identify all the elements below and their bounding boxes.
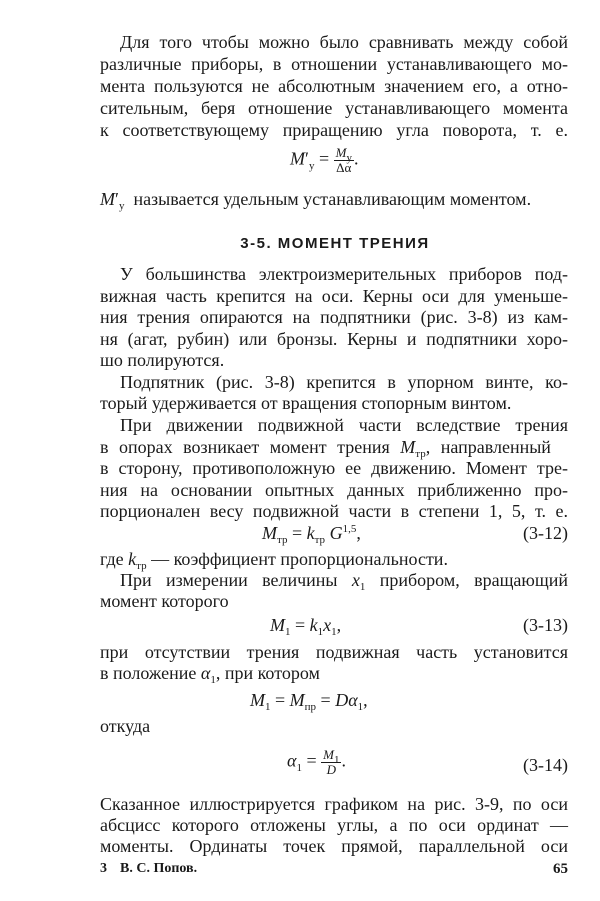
text-line: При движении подвижной части вследствие трения <box>120 415 568 435</box>
equation-number: (3-13) <box>523 615 568 635</box>
text-line: Подпятник (рис. 3-8) крепится в упорном винте, ко- <box>120 372 568 392</box>
text-line: ня (агат, рубин) или бронзы. Керны и подпятники хоро- <box>100 329 568 349</box>
text-line: торый удерживается от вращения стопорным винтом. <box>100 393 512 413</box>
text-line: при отсутствии трения подвижная часть установится <box>100 642 568 662</box>
text-line: Сказанное иллюстрируется графиком на рис. 3-9, по оси <box>100 794 568 814</box>
text-line: к соответствующему приращению угла поворота, т. е. <box>100 120 568 140</box>
text-line: Для того чтобы можно было сравнивать между собой <box>120 32 568 52</box>
text-line: ния на основании опытных данных приближенно про- <box>100 480 568 500</box>
text-line: различные приборы, в отношении устанавливающего мо- <box>100 54 568 74</box>
signature-mark: 3 <box>100 861 107 876</box>
text-line: мента пользуются не абсолютным значением его, а отно- <box>100 76 568 96</box>
text-line: шо полируются. <box>100 350 225 370</box>
text-line: в положение $\alpha_1$, при котором <box>100 663 320 686</box>
text-line: абсцисс которого отложены углы, а по оси ординат — <box>100 815 568 835</box>
page-number: 65 <box>553 861 568 877</box>
text-line: вижная часть крепится на оси. Керны оси для уменьше- <box>100 286 568 306</box>
formula-deflection-angle: $\alpha_1$ = $\frac{M_1}{D}$ . <box>287 747 346 777</box>
text-line: сительным, беря отношение устанавливающего момента <box>100 98 568 118</box>
text-line: моменты. Ординаты точек прямой, параллельной оси <box>100 836 568 856</box>
section-heading: 3-5. МОМЕНТ ТРЕНИЯ <box>240 235 430 252</box>
text-line: в опорах возникает момент трения $M_{тр}$, направленный <box>100 437 551 460</box>
equation-number: (3-14) <box>523 755 568 775</box>
text-line: в сторону, противоположную ее движению. Момент тре- <box>100 458 568 478</box>
text-line: ния трения опираются на подпятники (рис. 3-8) из кам- <box>100 307 568 327</box>
text-line: где $k_{тр}$ — коэффициент пропорциональности. <box>100 549 448 572</box>
text-line: $M'_у$ называется удельным устанавливающим моментом. <box>100 189 532 212</box>
footer-author: В. С. Попов. <box>120 861 198 876</box>
text-line: При измерении величины $x_1$ прибором, вращающий <box>120 570 568 593</box>
formula-rotating-moment: $M_1 = k_1x_1$, <box>270 615 342 638</box>
formula-balance: $M_1 = M_{пр} = D\alpha_1$, <box>250 690 368 713</box>
formula-friction-moment: $M_{тр} = k_{тр}$ G$^{1,5}$, <box>262 523 361 546</box>
text-line: откуда <box>100 716 151 736</box>
equation-number: (3-12) <box>523 523 568 543</box>
text-line: У большинства электроизмерительных приборов под- <box>120 264 568 284</box>
formula-specific-moment: $M'_у$ = $\frac{M_у}{\Delta\alpha}$ . <box>290 145 359 175</box>
text-line: момент которого <box>100 591 229 611</box>
text-line: порционален весу подвижной части в степени 1, 5, т. е. <box>100 501 568 521</box>
